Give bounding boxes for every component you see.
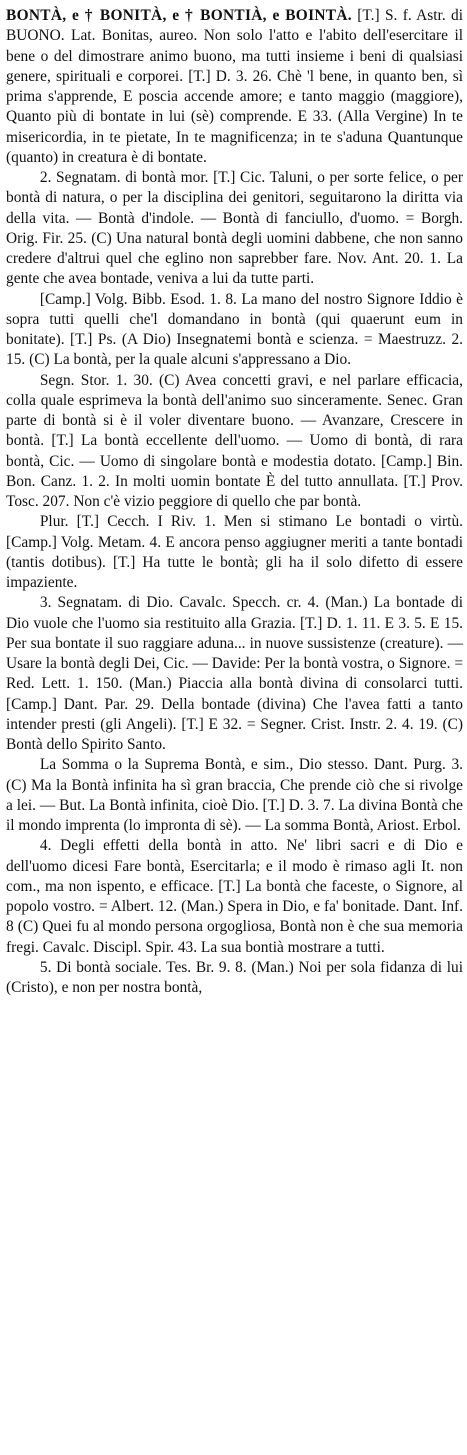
sense-3-paragraph: 3. Segnatam. di Dio. Cavalc. Specch. cr. 4. (Man.) La bontade di Dio vuole che l'uomo sia restituito alla Grazia. [T.] D. 1. 11. E 3. 5. E 15. Per sua bontate il suo raggiare aduna... in nuove sussistenze (creature). — Usare la bontà degli Dei, Cic. — Davide: Per la bontà vostra, o Signore. = Red. Lett. 1. 150. (Man.) Piaccia alla bontà divina di consolarci tutti. [Camp.] Dant. Par. 29. Della bontade (divina) Che l'avea fatti a tanto intender presti (gli Angeli). [T.] E 32. = Segner. Crist. Instr. 2. 4. 19. (C) Bontà dello Spirito Santo. <box>6 594 463 753</box>
sense-2-paragraph: 2. Segnatam. di bontà mor. [T.] Cic. Taluni, o per sorte felice, o per bontà di natura, o per la disciplina dei genitori, seguitarono la diritta via della vita. — Bontà d'indole. — Bontà di fanciullo, d'uomo. = Borgh. Orig. Fir. 25. (C) Una natural bontà degli uomini dabbene, che non sanno credere d'altrui quel che eglino non saprebber fare. Nov. Ant. 20. 1. La gente che avea bontade, veniva a lui da tutte parti. <box>6 169 463 288</box>
sense-4-paragraph: 4. Degli effetti della bontà in atto. Ne' libri sacri e di Dio e dell'uomo dicesi Fare bontà, Esercitarla; e il modo è rimaso agli It. non com., ma non ispento, e efficace. [T.] La bontà che faceste, o Signore, al popolo vostro. = Albert. 12. (Man.) Spera in Dio, e fa' bonitade. Dant. Inf. 8 (C) Quei fu al mondo persona orgogliosa, Bontà non è che sua memoria fregi. Cavalc. Discipl. Spir. 43. La sua bontià mostrare a tutti. <box>6 837 463 956</box>
entry-header-paragraph <box>6 6 463 168</box>
entry-definition: [T.] S. f. Astr. di BUONO. Lat. Bonitas, aureo. Non solo l'atto e l'abito dell'esercitare il bene o del dimostrare animo buono, ma tutti insieme i beni di qualsiasi genere, spirituali e corporei. [T.] D. 3. 26. Chè 'l bene, in quanto ben, sì prima s'apprende, E poscia accende amore; e tanto maggio (maggiore), Quanto più di bontate in lui (sè) comprende. E 33. (Alla Vergine) In te misericordia, in te pietate, In te magnificenza; in te s'aduna Quantunque (quanto) in creatura è di bontate. <box>6 7 464 166</box>
plural-usage-paragraph: Plur. [T.] Cecch. I Riv. 1. Men si stimano Le bontadi o virtù. [Camp.] Volg. Metam. 4. E ancora penso aggiugner meriti a tante bontadi (tantis dotibus). [T.] Ha tutte le bontà; gli ha il solo difetto di essere impaziente. <box>6 513 463 591</box>
supreme-goodness-paragraph: La Somma o la Suprema Bontà, e sim., Dio stesso. Dant. Purg. 3. (C) Ma la Bontà infinita ha sì gran braccia, Che prende ciò che si rivolge a lei. — But. La Bontà infinita, cioè Dio. [T.] D. 3. 7. La divina Bontà che il mondo imprenta (lo impronta di sè). — La somma Bontà, Ariost. Erbol. <box>6 756 463 834</box>
sense-5-paragraph: 5. Di bontà sociale. Tes. Br. 9. 8. (Man.) Noi per sola fidanza di lui (Cristo), e non per nostra bontà, <box>6 958 463 996</box>
dictionary-entry <box>6 6 463 998</box>
sense-2-citation-paragraph: [Camp.] Volg. Bibb. Esod. 1. 8. La mano del nostro Signore Iddio è sopra tutti quelli che'l domandano in bontà (qui quaerunt eum in bonitate). [T.] Ps. (A Dio) Insegnatemi bontà e scienza. = Maestruzz. 2. 15. (C) La bontà, per la quale alcuni s'appressano a Dio. <box>6 290 463 369</box>
sense-2-segneri-paragraph: Segn. Stor. 1. 30. (C) Avea concetti gravi, e nel parlare efficacia, colla quale esprimeva la bontà dell'animo suo sinceramente. Senec. Gran parte di bontà si è il voler diventare buono. — Avanzare, Crescere in bontà. [T.] La bontà eccellente dell'uomo. — Uomo di bontà, di rara bontà, Cic. — Uomo di singolare bontà e modestia dotato. [Camp.] Bin. Bon. Canz. 1. 2. In molti uomin bontate È del tutto annullata. [T.] Prov. Tosc. 207. Non c'è vizio peggiore di quello che par bontà. <box>6 371 463 510</box>
entry-headword: BONTÀ, e † BONITÀ, e † BONTIÀ, e BOINTÀ. <box>6 7 352 24</box>
